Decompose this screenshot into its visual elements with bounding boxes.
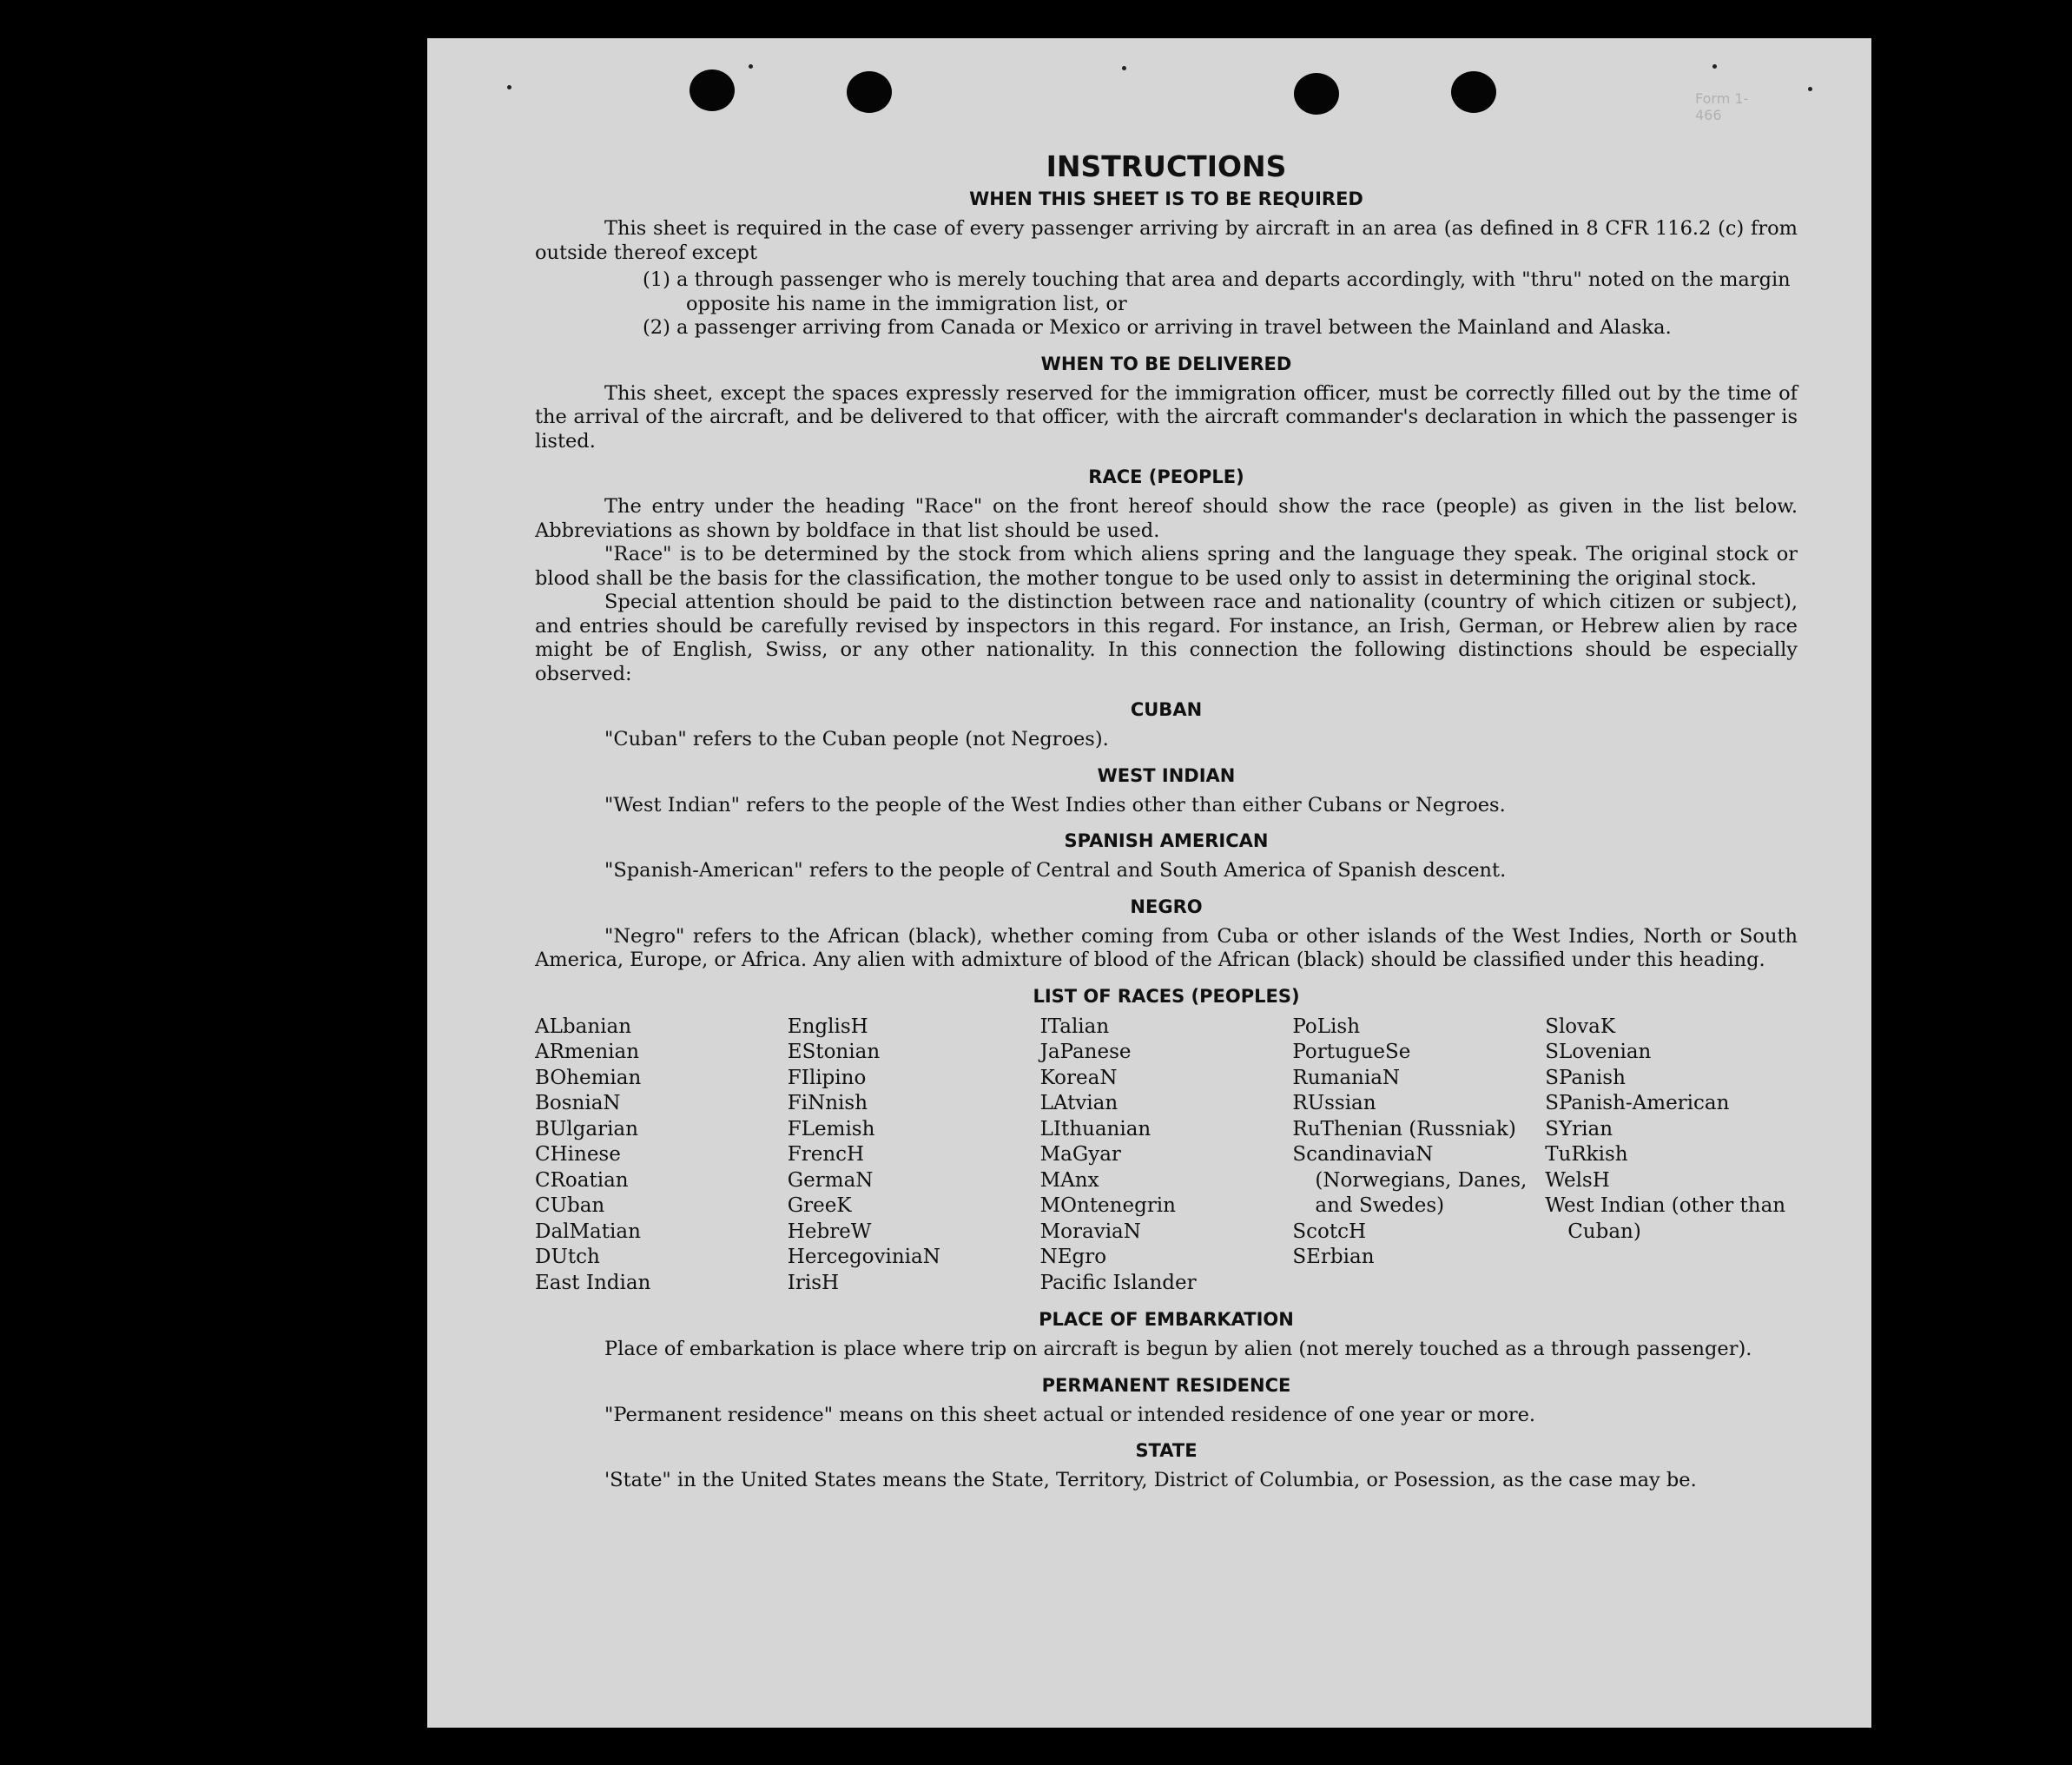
- race-paragraph-1: The entry under the heading "Race" on the front hereof should show the race (people) as given in the list below. Abbreviations as shown by boldface in that list should be used.: [535, 495, 1798, 542]
- heading-delivered: WHEN TO BE DELIVERED: [1040, 353, 1292, 374]
- race-entry: FIlipino: [787, 1066, 867, 1089]
- list-item: (2) a passenger arriving from Canada or Mexico or arriving in travel between the Mainland and Alaska.: [643, 316, 1672, 339]
- cuban-text: "Cuban" refers to the Cuban people (not Negroes).: [604, 728, 1109, 750]
- race-entry: West Indian (other than Cuban): [1545, 1194, 1786, 1243]
- race-entry: ARmenian: [535, 1041, 640, 1063]
- bleed-through-text: Form 1-466: [1695, 90, 1749, 123]
- race-entry: GermaN: [787, 1168, 874, 1192]
- race-entry: JaPanese: [1039, 1041, 1132, 1063]
- speck: [1712, 64, 1717, 69]
- race-entry: DUtch: [535, 1246, 600, 1268]
- race-entry: HebreW: [787, 1220, 872, 1243]
- race-entry: LIthuanian: [1039, 1117, 1151, 1140]
- race-entry: FiNnish: [787, 1092, 868, 1114]
- punch-hole: [690, 69, 735, 111]
- race-entry: KoreaN: [1039, 1066, 1118, 1089]
- race-entry: RuThenian (Russniak): [1292, 1117, 1516, 1140]
- heading-spanish-american: SPANISH AMERICAN: [1064, 830, 1269, 851]
- race-entry: HercegoviniaN: [787, 1246, 940, 1268]
- race-entry: MOntenegrin: [1039, 1194, 1176, 1217]
- heading-required: WHEN THIS SHEET IS TO BE REQUIRED: [969, 188, 1363, 209]
- race-entry: SLovenian: [1545, 1041, 1652, 1063]
- race-entry: BUlgarian: [535, 1117, 638, 1140]
- race-entry: ScotcH: [1292, 1220, 1367, 1243]
- race-entry: CHinese: [535, 1143, 621, 1166]
- race-entry: DalMatian: [535, 1220, 641, 1243]
- race-entry: CRoatian: [535, 1168, 629, 1192]
- race-entry: ITalian: [1039, 1015, 1110, 1038]
- race-entry: MoraviaN: [1039, 1220, 1141, 1243]
- race-paragraph-3: Special attention should be paid to the distinction between race and nationality (country of which citizen or subject), and entries should be carefully revised by inspectors in this regard. For instance, an Irish, German, or Hebrew alien by race might be of English, Swiss, or any other nationality. In this connection the following distinctions should be especially observed:: [535, 591, 1798, 685]
- race-entry: BOhemian: [535, 1066, 642, 1089]
- race-entry: RUssian: [1292, 1092, 1376, 1114]
- race-paragraph-2: "Race" is to be determined by the stock from which aliens spring and the language they speak. The original stock or blood shall be the basis for the classification, the mother tongue to be used only to assist in determining the original stock.: [535, 543, 1798, 590]
- west-indian-text: "West Indian" refers to the people of the West Indies other than either Cubans or Negroes.: [604, 793, 1506, 816]
- heading-negro: NEGRO: [1130, 896, 1203, 917]
- heading-race: RACE (PEOPLE): [1088, 466, 1244, 487]
- race-column: [535, 1015, 788, 1297]
- race-entry: FrencH: [787, 1143, 865, 1166]
- heading-cuban: CUBAN: [1130, 699, 1203, 720]
- race-entry: ALbanian: [535, 1015, 632, 1038]
- instructions-text: [535, 149, 1798, 1493]
- heading-list-of-races: LIST OF RACES (PEOPLES): [1033, 985, 1300, 1007]
- race-entry: EnglisH: [787, 1015, 868, 1038]
- race-entry: EStonian: [787, 1041, 881, 1063]
- race-column: [1545, 1015, 1798, 1297]
- race-entry: SPanish-American: [1545, 1092, 1730, 1114]
- heading-embarkation: PLACE OF EMBARKATION: [1039, 1309, 1294, 1330]
- race-entry: SYrian: [1545, 1117, 1613, 1140]
- race-entry: SlovaK: [1545, 1015, 1616, 1038]
- punch-hole: [1451, 71, 1496, 113]
- speck: [1122, 66, 1126, 70]
- race-entry: CUban: [535, 1194, 605, 1217]
- heading-west-indian: WEST INDIAN: [1097, 764, 1236, 786]
- race-entry: MAnx: [1039, 1168, 1099, 1192]
- race-entry: SErbian: [1292, 1246, 1375, 1268]
- race-entry: East Indian: [535, 1271, 651, 1294]
- delivered-text: This sheet, except the spaces expressly reserved for the immigration officer, must be correctly filled out by the time of the arrival of the aircraft, and be delivered to that officer, with the aircraft commander's declaration in which the passenger is listed.: [535, 381, 1798, 453]
- punch-hole: [847, 71, 892, 113]
- race-column: [788, 1015, 1040, 1297]
- race-entry: SPanish: [1545, 1066, 1626, 1089]
- race-entry: LAtvian: [1039, 1092, 1118, 1114]
- state-text: 'State" in the United States means the State, Territory, District of Columbia, or Posession, as the case may be.: [604, 1469, 1697, 1491]
- race-entry: PoLish: [1292, 1015, 1361, 1038]
- race-entry: ScandinaviaN (Norwegians, Danes, and Swedes): [1292, 1143, 1528, 1217]
- negro-text: "Negro" refers to the African (black), whether coming from Cuba or other islands of the West Indies, North or South America, Europe, or Africa. Any alien with admixture of blood of the African (black) should be classified under this heading.: [535, 924, 1798, 971]
- race-entry: FLemish: [787, 1117, 875, 1140]
- list-item: (1) a through passenger who is merely touching that area and departs accordingly, with "thru" noted on the margin opposite his name in the immigration list, or: [643, 268, 1791, 315]
- speck: [1808, 87, 1812, 91]
- punch-hole: [1294, 73, 1339, 115]
- exception-list: [535, 268, 1798, 340]
- speck: [507, 85, 511, 89]
- heading-state: STATE: [1135, 1440, 1198, 1461]
- document-page: [427, 38, 1871, 1728]
- race-entry: BosniaN: [535, 1092, 621, 1114]
- race-entry: RumaniaN: [1292, 1066, 1401, 1089]
- race-entry: GreeK: [787, 1194, 852, 1217]
- race-entry: TuRkish: [1545, 1143, 1628, 1166]
- page-title: INSTRUCTIONS: [1046, 149, 1287, 183]
- speck: [749, 64, 753, 69]
- race-entry: IrisH: [787, 1271, 840, 1294]
- race-column: [1040, 1015, 1293, 1297]
- embarkation-text: Place of embarkation is place where trip on aircraft is begun by alien (not merely touched as a through passenger).: [604, 1338, 1752, 1360]
- heading-residence: PERMANENT RESIDENCE: [1041, 1374, 1291, 1396]
- spanish-american-text: "Spanish-American" refers to the people of Central and South America of Spanish descent.: [604, 859, 1507, 882]
- race-entry: MaGyar: [1039, 1143, 1121, 1166]
- required-intro: This sheet is required in the case of every passenger arriving by aircraft in an area (as defined in 8 CFR 116.2 (c) from outside thereof except: [535, 217, 1798, 264]
- race-entry: NEgro: [1039, 1246, 1107, 1268]
- race-list: [535, 1015, 1798, 1297]
- race-entry: WelsH: [1545, 1168, 1610, 1192]
- race-entry: PortugueSe: [1292, 1041, 1411, 1063]
- race-entry: Pacific Islander: [1039, 1271, 1197, 1294]
- residence-text: "Permanent residence" means on this sheet actual or intended residence of one year or more.: [604, 1403, 1536, 1426]
- race-column: [1292, 1015, 1545, 1297]
